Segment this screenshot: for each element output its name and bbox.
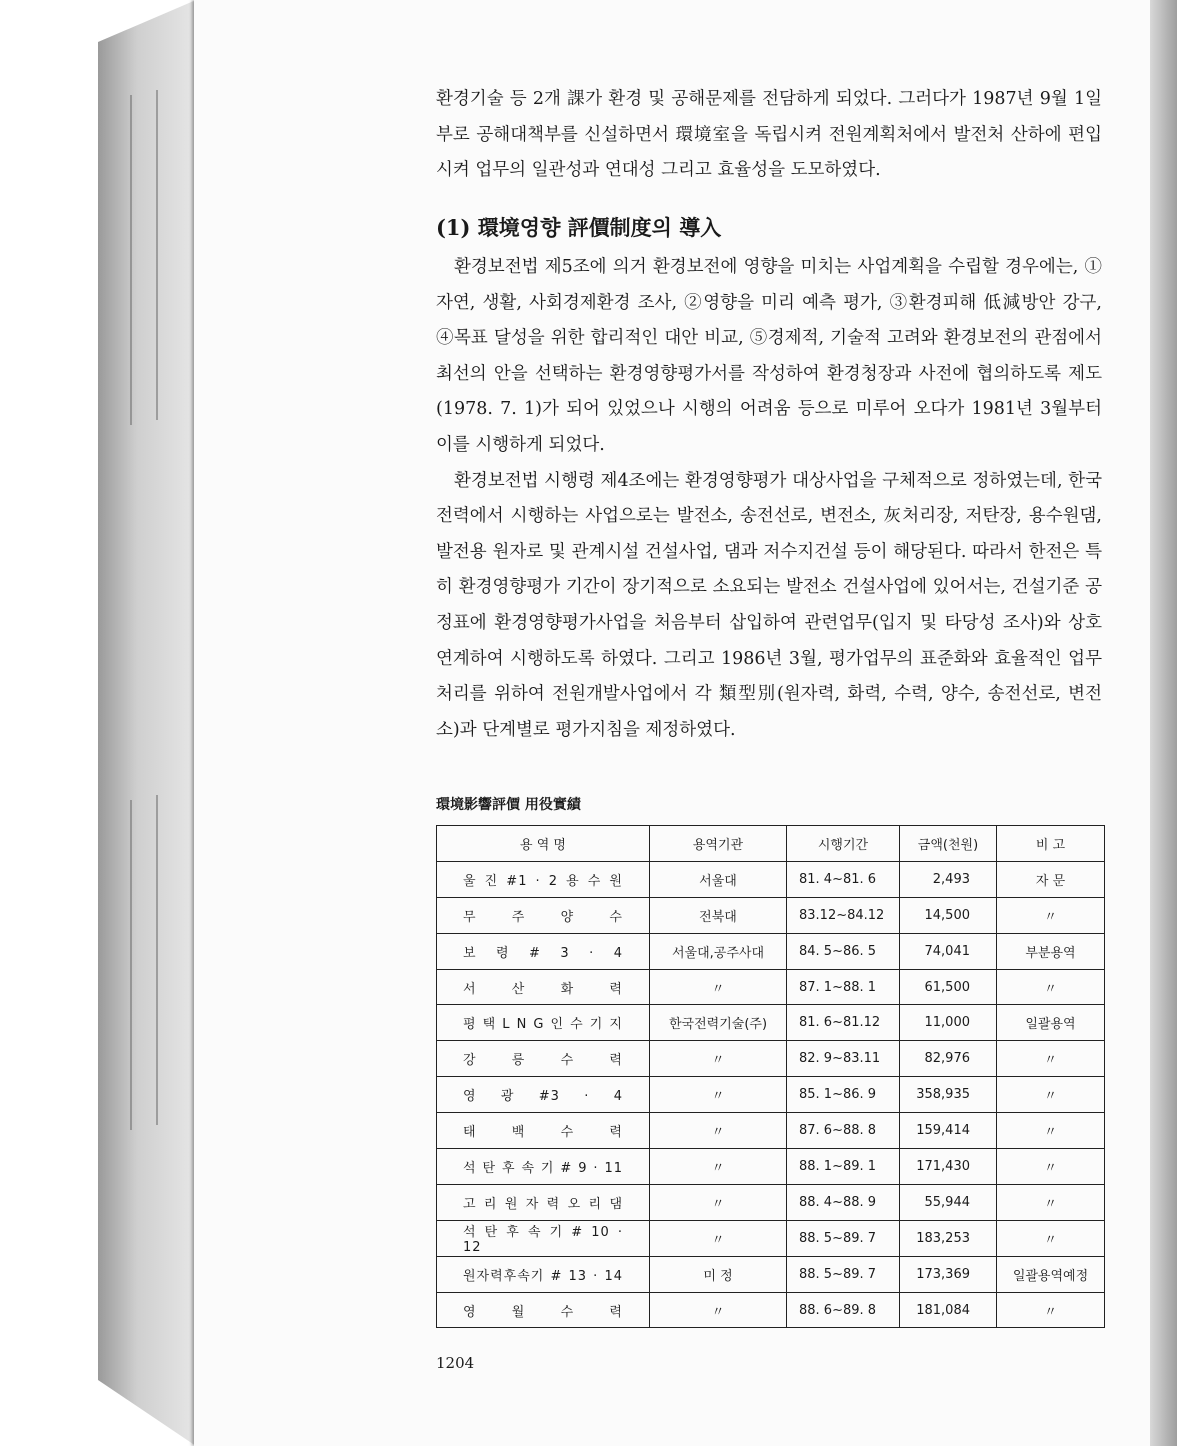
header-service-name: 용 역 명 [437,826,650,862]
table-row [437,1292,1105,1328]
cell-note: 〃 [997,1220,1105,1256]
edge-stripe [156,90,158,420]
header-period: 시행기간 [787,826,900,862]
cell-note: 〃 [997,1292,1105,1328]
book-page-edges [98,0,196,1446]
intro-text: 환경기술 등 2개 課가 환경 및 공해문제를 전담하게 되었다. 그러다가 1987년 9월 1일부로 공해대책부를 신설하면서 環境室을 독립시켜 전원계획처에서 발전처 산하에 편입시켜 업무의 일관성과 연대성 그리고 효율성을 도모하였다. [436,89,1102,181]
cell-amount: 358,935 [900,1077,997,1113]
table-row [437,1077,1105,1113]
cell-note: 〃 [997,1184,1105,1220]
service-results-table [436,825,1105,1328]
cell-period: 84. 5~86. 5 [787,933,900,969]
cell-amount: 171,430 [900,1149,997,1185]
cell-service-name: 고 리 원 자 력 오 리 댐 [437,1184,650,1220]
cell-note: 일괄용역예정 [997,1256,1105,1292]
cell-service-name: 석 탄 후 속 기 # 9 · 11 [437,1149,650,1185]
cell-note: 〃 [997,1041,1105,1077]
cell-period: 88. 6~89. 8 [787,1292,900,1328]
cell-agency: 서울대,공주사대 [650,933,787,969]
cell-note: 〃 [997,1149,1105,1185]
cell-agency: 〃 [650,1113,787,1149]
cell-agency: 미 정 [650,1256,787,1292]
cell-amount: 183,253 [900,1220,997,1256]
cell-note: 일괄용역 [997,1005,1105,1041]
cell-amount: 61,500 [900,969,997,1005]
cell-amount: 55,944 [900,1184,997,1220]
cell-agency: 〃 [650,1149,787,1185]
table-row [437,861,1105,897]
body-text [436,250,1102,748]
cell-period: 88. 1~89. 1 [787,1149,900,1185]
cell-agency: 〃 [650,1292,787,1328]
table-row [437,969,1105,1005]
cell-agency: 한국전력기술(주) [650,1005,787,1041]
cell-service-name: 보 령 # 3 · 4 [437,933,650,969]
cell-agency: 서울대 [650,861,787,897]
table-row [437,897,1105,933]
header-note: 비 고 [997,826,1105,862]
cell-amount: 74,041 [900,933,997,969]
page-number: 1204 [436,1354,475,1372]
cell-service-name: 무 주 양 수 [437,897,650,933]
intro-paragraph [436,82,1102,189]
page-shadow [1150,0,1177,1446]
cell-note: 〃 [997,1113,1105,1149]
cell-period: 81. 6~81.12 [787,1005,900,1041]
cell-period: 88. 5~89. 7 [787,1220,900,1256]
cell-service-name: 영 광 #3 · 4 [437,1077,650,1113]
table-row [437,1220,1105,1256]
cell-amount: 82,976 [900,1041,997,1077]
table-row [437,1184,1105,1220]
table-row [437,1041,1105,1077]
cell-agency: 〃 [650,1220,787,1256]
body-paragraph: 환경보전법 제5조에 의거 환경보전에 영향을 미치는 사업계획을 수립할 경우에는, ①자연, 생활, 사회경제환경 조사, ②영향을 미리 예측 평가, ③환경피해 低減방안 강구, ④목표 달성을 위한 합리적인 대안 비교, ⑤경제적, 기술적 고려와 환경보전의 관점에서 최선의 안을 선택하는 환경영향평가서를 작성하여 환경청장과 사전에 협의하도록 제도(1978. 7. 1)가 되어 있었으나 시행의 어려움 등으로 미루어 오다가 1981년 3월부터 이를 시행하게 되었다. [436,257,1102,455]
cell-amount: 173,369 [900,1256,997,1292]
cell-service-name: 평 택 L N G 인 수 기 지 [437,1005,650,1041]
cell-note: 〃 [997,969,1105,1005]
cell-service-name: 원자력후속기 # 13 · 14 [437,1256,650,1292]
cell-service-name: 태 백 수 력 [437,1113,650,1149]
cell-period: 81. 4~81. 6 [787,861,900,897]
cell-period: 88. 5~89. 7 [787,1256,900,1292]
edge-stripe [156,795,158,1125]
table-caption: 環境影響評價 用役實績 [436,797,581,813]
cell-note: 〃 [997,1077,1105,1113]
cell-note: 자 문 [997,861,1105,897]
cell-service-name: 울 진 #1 · 2 용 수 원 [437,861,650,897]
cell-amount: 14,500 [900,897,997,933]
table-row [437,1005,1105,1041]
table-row [437,1149,1105,1185]
table-row [437,1113,1105,1149]
body-paragraph: 환경보전법 시행령 제4조에는 환경영향평가 대상사업을 구체적으로 정하였는데, 한국전력에서 시행하는 사업으로는 발전소, 송전선로, 변전소, 灰처리장, 저탄장, 용수원댐, 발전용 원자로 및 관계시설 건설사업, 댐과 저수지건설 등이 해당된다. 따라서 한전은 특히 환경영향평가 기간이 장기적으로 소요되는 발전소 건설사업에 있어서는, 건설기준 공정표에 환경영향평가사업을 처음부터 삽입하여 관련업무(입지 및 타당성 조사)와 상호 연계하여 시행하도록 하였다. 그리고 1986년 3월, 평가업무의 표준화와 효율적인 업무처리를 위하여 전원개발사업에서 각 類型別(원자력, 화력, 수력, 양수, 송전선로, 변전소)과 단계별로 평가지침을 제정하였다. [436,470,1102,740]
section-heading: (1) 環境영향 評價制度의 導入 [436,215,722,240]
cell-period: 87. 6~88. 8 [787,1113,900,1149]
table-row [437,1256,1105,1292]
cell-note: 부분용역 [997,933,1105,969]
cell-agency: 〃 [650,1184,787,1220]
cell-agency: 〃 [650,969,787,1005]
cell-amount: 2,493 [900,861,997,897]
header-amount: 금액(천원) [900,826,997,862]
cell-note: 〃 [997,897,1105,933]
cell-amount: 11,000 [900,1005,997,1041]
cell-service-name: 석 탄 후 속 기 # 10 · 12 [437,1220,650,1256]
cell-agency: 〃 [650,1041,787,1077]
cell-agency: 〃 [650,1077,787,1113]
cell-amount: 159,414 [900,1113,997,1149]
cell-service-name: 강 릉 수 력 [437,1041,650,1077]
table-row [437,933,1105,969]
header-agency: 용역기관 [650,826,787,862]
cell-period: 83.12~84.12 [787,897,900,933]
cell-period: 82. 9~83.11 [787,1041,900,1077]
cell-agency: 전북대 [650,897,787,933]
table-header-row [437,826,1105,862]
cell-period: 88. 4~88. 9 [787,1184,900,1220]
cell-service-name: 영 월 수 력 [437,1292,650,1328]
edge-stripe [130,800,132,1130]
cell-service-name: 서 산 화 력 [437,969,650,1005]
cell-period: 87. 1~88. 1 [787,969,900,1005]
cell-period: 85. 1~86. 9 [787,1077,900,1113]
edge-stripe [130,95,132,425]
cell-amount: 181,084 [900,1292,997,1328]
